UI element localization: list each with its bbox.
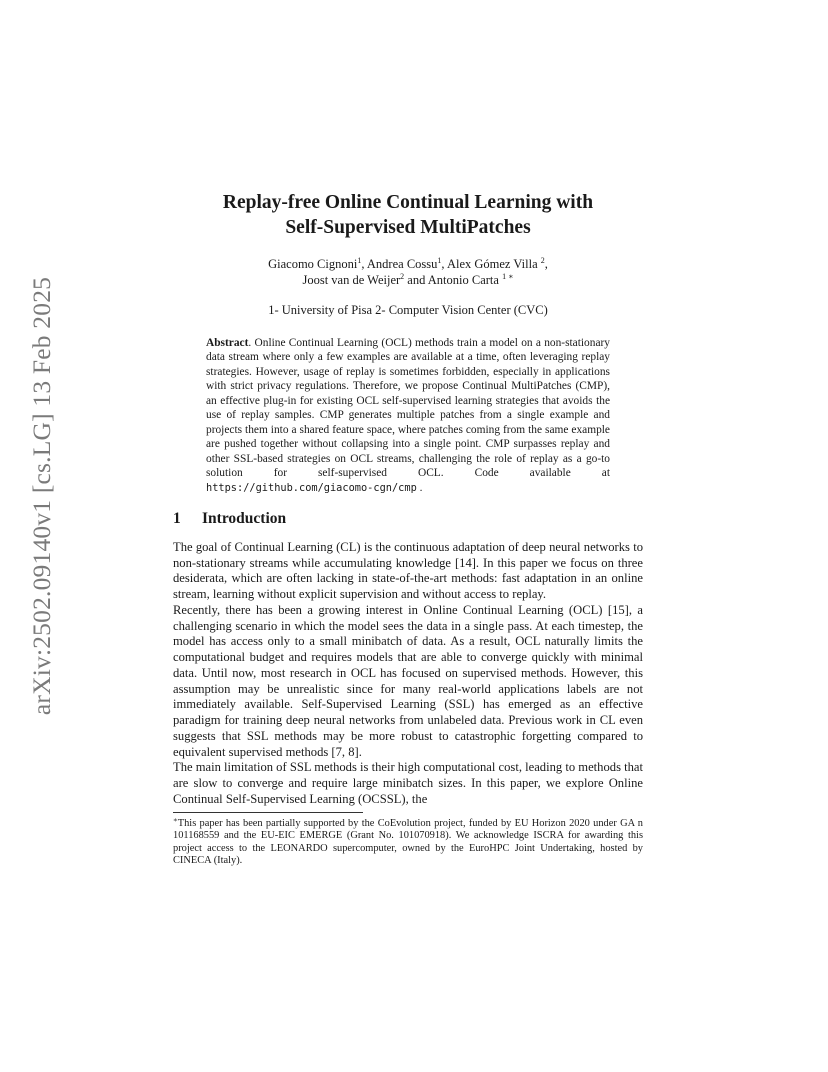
author-affiliation-mark: 2 xyxy=(540,256,545,265)
arxiv-identifier: arXiv:2502.09140v1 [cs.LG] 13 Feb 2025 xyxy=(27,276,56,716)
author-affiliation-mark: 1 xyxy=(357,256,362,265)
section-title: Introduction xyxy=(202,509,287,527)
body-paragraph: Recently, there has been a growing interest in Online Continual Learning (OCL) [15], a challenging scenario in which the model sees the data in a single pass. At each timestep, the model has access only to a small minibatch of data. As a result, OCL naturally limits the computational budget and requires models that are able to converge quickly with minimal data. Until now, most research in OCL has focused on supervised methods. However, this assumption may be unrealistic since for many real-world applications labels are not immediately available. Self-Supervised Learning (SSL) has emerged as an effective paradigm for training deep neural networks from unlabeled data. Previous work in CL even suggests that SSL methods may be more robust to catastrophic forgetting compared to equivalent supervised methods [7, 8]. xyxy=(173,602,643,759)
author-affiliation-mark: 1 xyxy=(437,256,442,265)
section-heading xyxy=(173,509,643,529)
author-affiliation-mark: 2 xyxy=(400,272,405,281)
title-line-2: Self-Supervised MultiPatches xyxy=(285,217,531,238)
author-separator: , xyxy=(544,257,548,271)
author-line-2 xyxy=(173,272,643,288)
author-affiliation-mark: 1 ∗ xyxy=(502,272,514,281)
body-paragraph: The main limitation of SSL methods is their high computational cost, leading to methods that are slow to converge and require large minibatch sizes. In this paper, we explore Online Continual Self-Supervised Learning (OCSSL), the xyxy=(173,760,643,806)
footnote xyxy=(173,815,643,868)
paper-page xyxy=(173,190,643,867)
code-url[interactable]: https://github.com/giacomo-cgn/cmp xyxy=(206,481,417,494)
abstract xyxy=(206,336,610,495)
paper-title xyxy=(173,190,643,240)
author-list xyxy=(173,256,643,288)
footnote-marker: ∗ xyxy=(173,815,178,824)
abstract-text: . Online Continual Learning (OCL) methods train a model on a non-stationary data stream where only a few examples are available at a time, often leveraging replay strategies. However, usage of replay is sometimes forbidden, especially in applications with strict privacy regulations. Therefore, we propose Continual MultiPatches (CMP), an effective plug-in for existing OCL self-supervised learning strategies that avoids the use of replay samples. CMP generates multiple patches from a single example and projects them into a shared feature space, where patches coming from the same example are pushed together without collapsing into a single point. CMP surpasses replay and other SSL-based strategies on OCL streams, challenging the role of replay as a go-to solution for self-supervised OCL. Code available at xyxy=(206,337,610,480)
author-name: , Alex Gómez Villa xyxy=(441,257,541,271)
author-name: Joost van de Weijer xyxy=(302,273,401,287)
author-line-1 xyxy=(173,256,643,272)
footnote-divider xyxy=(173,812,363,813)
author-name: and Antonio Carta xyxy=(404,273,503,287)
title-line-1: Replay-free Online Continual Learning with xyxy=(222,192,594,213)
affiliations: 1- University of Pisa 2- Computer Vision Center (CVC) xyxy=(268,303,548,317)
section-number: 1 xyxy=(173,509,181,527)
author-name: , Andrea Cossu xyxy=(361,257,438,271)
footnote-text: This paper has been partially supported by the CoEvolution project, funded by EU Horizon 2020 under GA n 101168559 and the EU-EIC EMERGE (Grant No. 101070918). We acknowledge ISCRA for awarding this project access to the LEONARDO supercomputer, owned by the EuroHPC Joint Undertaking, hosted by CINECA (Italy). xyxy=(173,817,643,866)
arxiv-sidebar xyxy=(20,260,64,732)
author-name: Giacomo Cignoni xyxy=(268,257,358,271)
abstract-label: Abstract xyxy=(206,337,249,349)
body-paragraph: The goal of Continual Learning (CL) is the continuous adaptation of deep neural networks to non-stationary streams while accumulating knowledge [14]. In this paper we focus on three desiderata, which are often lacking in state-of-the-art methods: fast adaptation in an online stream, learning without explicit supervision and without access to replay. xyxy=(173,539,643,602)
abstract-end: . xyxy=(416,481,423,494)
